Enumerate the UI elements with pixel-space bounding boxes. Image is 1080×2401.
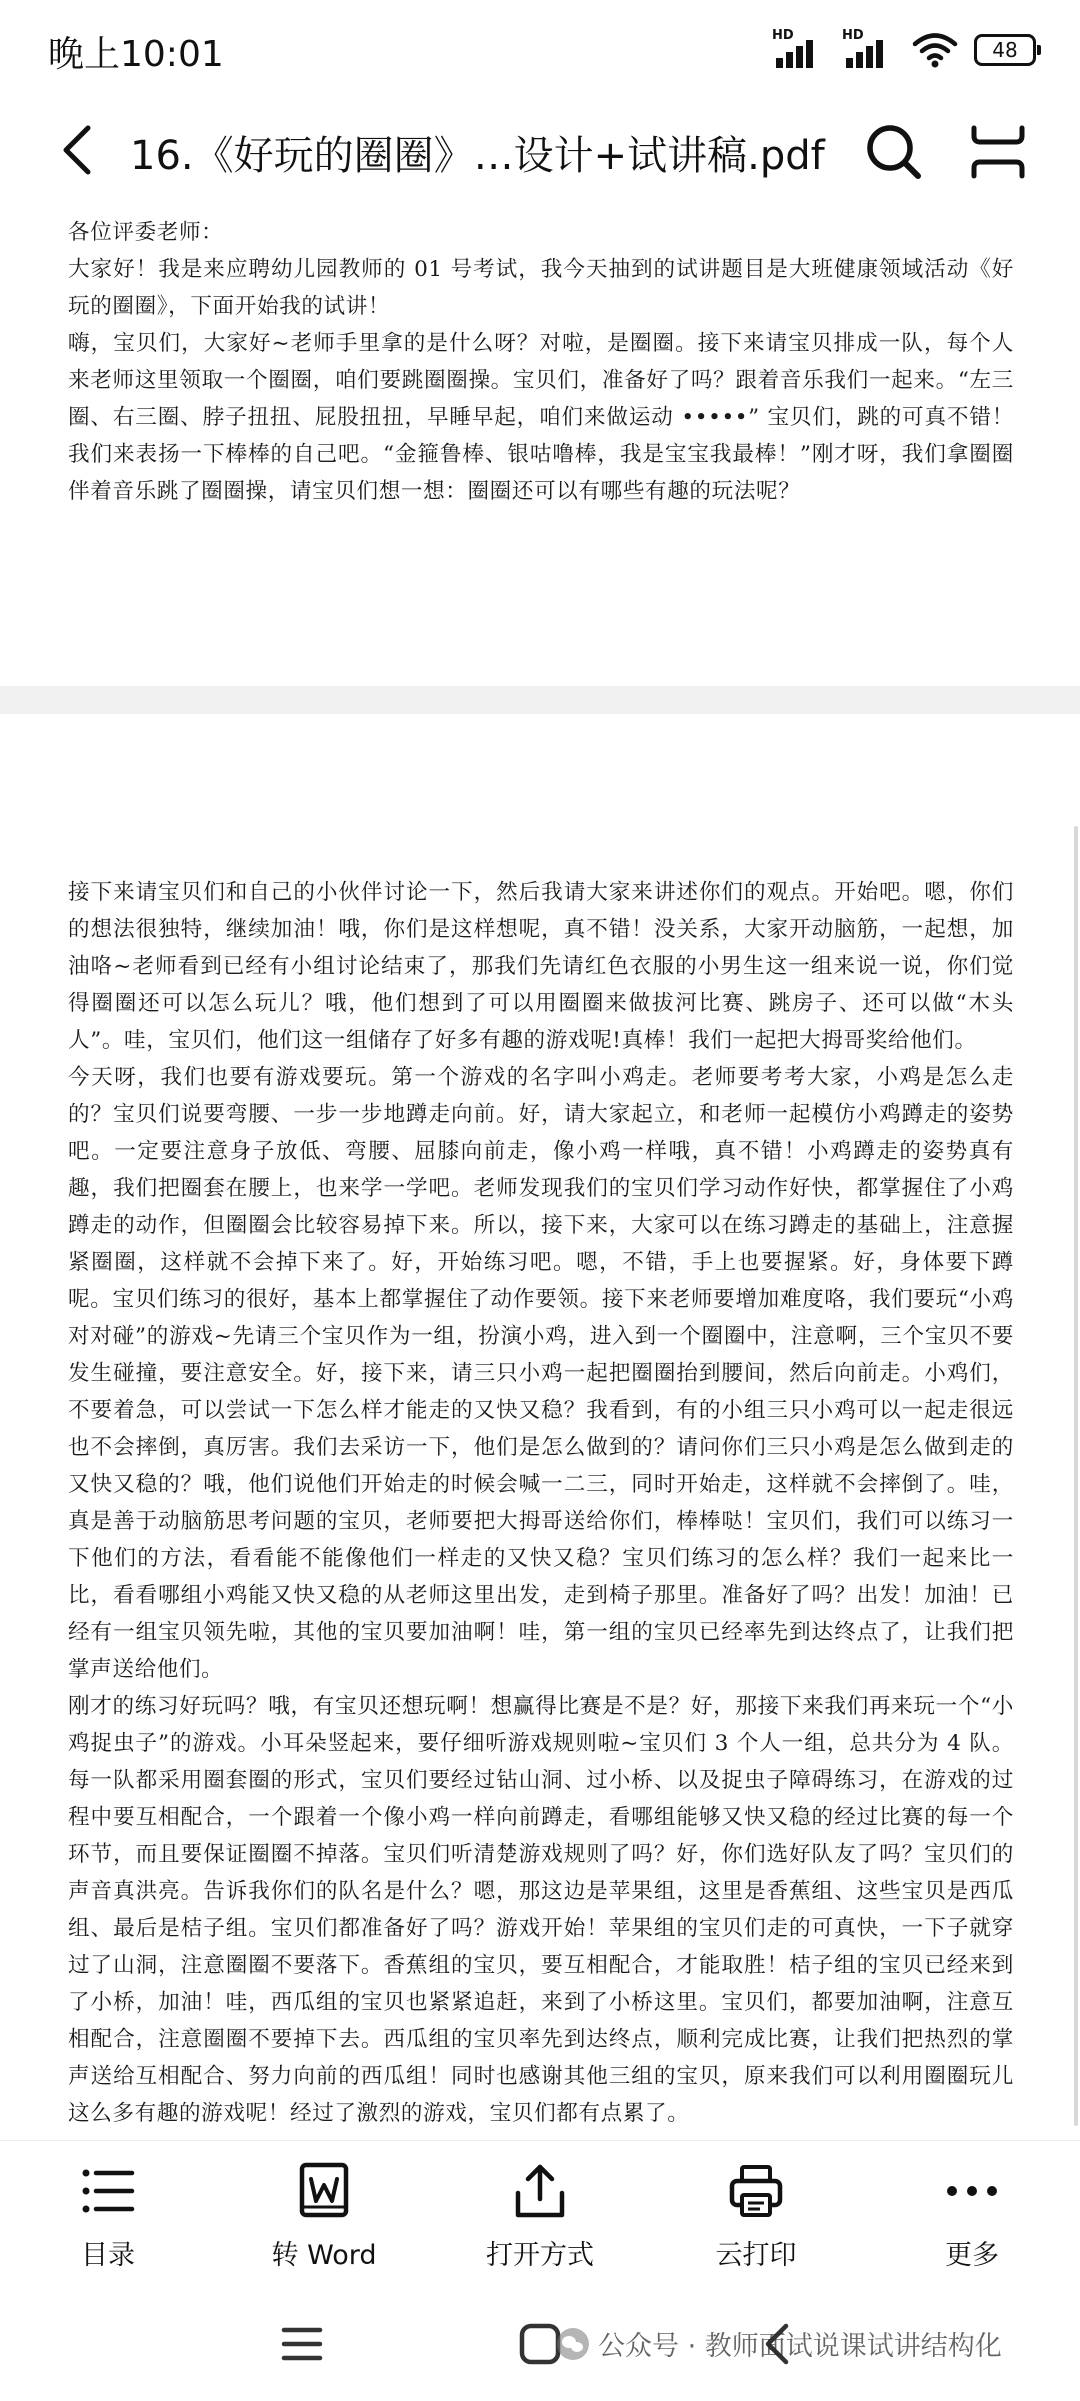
page-separator — [0, 686, 1080, 714]
wifi-icon — [912, 31, 958, 69]
page2-paragraph: 今天呀，我们也要有游戏要玩。第一个游戏的名字叫小鸡走。老师要考考大家，小鸡是怎么走的？宝贝们说要弯腰、一步一步地蹲走向前。好，请大家起立，和老师一起模仿小鸡蹲走的姿势吧。一定要注意身子放低、弯腰、屈膝向前走，像小鸡一样哦，真不错！小鸡蹲走的姿势真有趣，我们把圈套在腰上，也来学一学吧。老师发现我们的宝贝们学习动作好快，都掌握住了小鸡蹲走的动作，但圈圈会比较容易掉下来。所以，接下来，大家可以在练习蹲走的基础上，注意握紧圈圈，这样就不会掉下来了。好，开始练习吧。嗯，不错，手上也要握紧。好，身体要下蹲呢。宝贝们练习的很好，基本上都掌握住了动作要领。接下来老师要增加难度咯，我们要玩“小鸡对对碰”的游戏~先请三个宝贝作为一组，扮演小鸡，进入到一个圈圈中，注意啊，三个宝贝不要发生碰撞，要注意安全。好，接下来，请三只小鸡一起把圈圈抬到腰间，然后向前走。小鸡们，不要着急，可以尝试一下怎么样才能走的又快又稳？我看到，有的小组三只小鸡可以一起走很远也不会摔倒，真厉害。我们去采访一下，他们是怎么做到的？请问你们三只小鸡是怎么做到走的又快又稳的？哦，他们说他们开始走的时候会喊一二三，同时开始走，这样就不会摔倒了。哇，真是善于动脑筋思考问题的宝贝，老师要把大拇哥送给你们，棒棒哒！宝贝们，我们可以练习一下他们的方法，看看能不能像他们一样走的又快又稳？宝贝们练习的怎么样？我们一起来比一比，看看哪组小鸡能又快又稳的从老师这里出发，走到椅子那里。准备好了吗？出发！加油！已经有一组宝贝领先啦，其他的宝贝要加油啊！哇，第一组的宝贝已经率先到达终点了，让我们把掌声送给他们。 — [68, 1065, 1014, 1682]
bottom-toolbar — [0, 2140, 1080, 2291]
pdf-page-2-text — [68, 874, 1014, 2132]
status-time: 晚上10:01 — [48, 34, 224, 75]
open-with-label: 打开方式 — [486, 2240, 594, 2271]
wechat-logo-icon — [556, 2327, 590, 2361]
document-title: 16.《好玩的圈圈》…设计+试讲稿.pdf — [130, 133, 825, 179]
search-icon[interactable] — [862, 120, 926, 184]
to-word-button[interactable] — [244, 2161, 404, 2281]
share-icon — [510, 2161, 570, 2221]
battery-level: 48 — [992, 38, 1018, 62]
status-icons — [772, 30, 1036, 70]
pdf-viewer[interactable] — [0, 206, 1080, 2140]
pdf-page-1-text — [68, 214, 1014, 510]
battery-icon — [974, 34, 1036, 66]
list-icon — [78, 2161, 138, 2221]
menu-icon[interactable] — [272, 2314, 332, 2374]
page1-paragraph: 嗨，宝贝们，大家好~老师手里拿的是什么呀？对啦，是圈圈。接下来请宝贝排成一队，每个人来老师这里领取一个圈圈，咱们要跳圈圈操。宝贝们，准备好了吗？跟着音乐我们一起来。“左三圈、右三圈、脖子扭扭、屁股扭扭，早睡早起，咱们来做运动 •••••” 宝贝们，跳的可真不错！我们来表扬一下棒棒的自己吧。“金箍鲁棒、银咕噜棒，我是宝宝我最棒！”刚才呀，我们拿圈圈伴着音乐跳了圈圈操，请宝贝们想一想：圈圈还可以有哪些有趣的玩法呢？ — [68, 331, 1014, 504]
watermark-text: 公众号 · 教师面试说课试讲结构化 — [598, 2331, 1002, 2362]
printer-icon — [726, 2161, 786, 2221]
page1-paragraph: 各位评委老师： — [68, 220, 224, 245]
open-with-button[interactable] — [460, 2161, 620, 2281]
cloud-print-label: 云打印 — [715, 2240, 797, 2271]
to-word-label: 转 Word — [271, 2240, 377, 2271]
expand-icon[interactable] — [966, 120, 1030, 184]
cellular-signal-2-icon — [842, 30, 896, 70]
more-button[interactable] — [892, 2161, 1052, 2281]
toc-button[interactable] — [28, 2161, 188, 2281]
toc-label: 目录 — [81, 2240, 135, 2271]
page2-paragraph: 刚才的练习好玩吗？哦，有宝贝还想玩啊！想赢得比赛是不是？好，那接下来我们再来玩一个“小鸡捉虫子”的游戏。小耳朵竖起来，要仔细听游戏规则啦~宝贝们 3 个人一组，总共分为 4 队。每一队都采用圈套圈的形式，宝贝们要经过钻山洞、过小桥、以及捉虫子障碍练习，在游戏的过程中要互相配合，一个跟着一个像小鸡一样向前蹲走，看哪组能够又快又稳的经过比赛的每一个环节，而且要保证圈圈不掉落。宝贝们听清楚游戏规则了吗？好，你们选好队友了吗？宝贝们的声音真洪亮。告诉我你们的队名是什么？嗯，那这边是苹果组，这里是香蕉组、这些宝贝是西瓜组、最后是桔子组。宝贝们都准备好了吗？游戏开始！苹果组的宝贝们走的可真快，一下子就穿过了山洞，注意圈圈不要落下。香蕉组的宝贝，要互相配合，才能取胜！桔子组的宝贝已经来到了小桥，加油！哇，西瓜组的宝贝也紧紧追赶，来到了小桥这里。宝贝们，都要加油啊，注意互相配合，注意圈圈不要掉下去。西瓜组的宝贝率先到达终点，顺利完成比赛，让我们把热烈的掌声送给互相配合、努力向前的西瓜组！同时也感谢其他三组的宝贝，原来我们可以利用圈圈玩儿这么多有趣的游戏呢！经过了激烈的游戏，宝贝们都有点累了。 — [68, 1694, 1014, 2126]
back-arrow-icon[interactable] — [50, 120, 110, 180]
status-bar — [0, 0, 1080, 100]
page1-paragraph: 大家好！我是来应聘幼儿园教师的 01 号考试，我今天抽到的试讲题目是大班健康领域活动《好玩的圈圈》，下面开始我的试讲！ — [68, 257, 1014, 319]
scrollbar[interactable] — [1074, 826, 1078, 2126]
page2-paragraph: 接下来请宝贝们和自己的小伙伴讨论一下，然后我请大家来讲述你们的观点。开始吧。嗯，你们的想法很独特，继续加油！哦，你们是这样想呢，真不错！没关系，大家开动脑筋，一起想，加油咯~老师看到已经有小组讨论结束了，那我们先请红色衣服的小男生这一组来说一说，你们觉得圈圈还可以怎么玩儿？哦，他们想到了可以用圈圈来做拔河比赛、跳房子、还可以做“木头人”。哇，宝贝们，他们这一组储存了好多有趣的游戏呢!真棒！我们一起把大拇哥奖给他们。 — [68, 880, 1014, 1053]
watermark — [556, 2324, 1002, 2363]
system-nav-bar — [0, 2290, 1080, 2401]
hd-label-2: HD — [842, 28, 864, 43]
word-icon — [294, 2161, 354, 2221]
more-label: 更多 — [945, 2240, 999, 2271]
more-icon — [942, 2161, 1002, 2221]
hd-label-1: HD — [772, 28, 794, 43]
cellular-signal-1-icon — [772, 30, 826, 70]
cloud-print-button[interactable] — [676, 2161, 836, 2281]
title-bar — [0, 100, 1080, 206]
